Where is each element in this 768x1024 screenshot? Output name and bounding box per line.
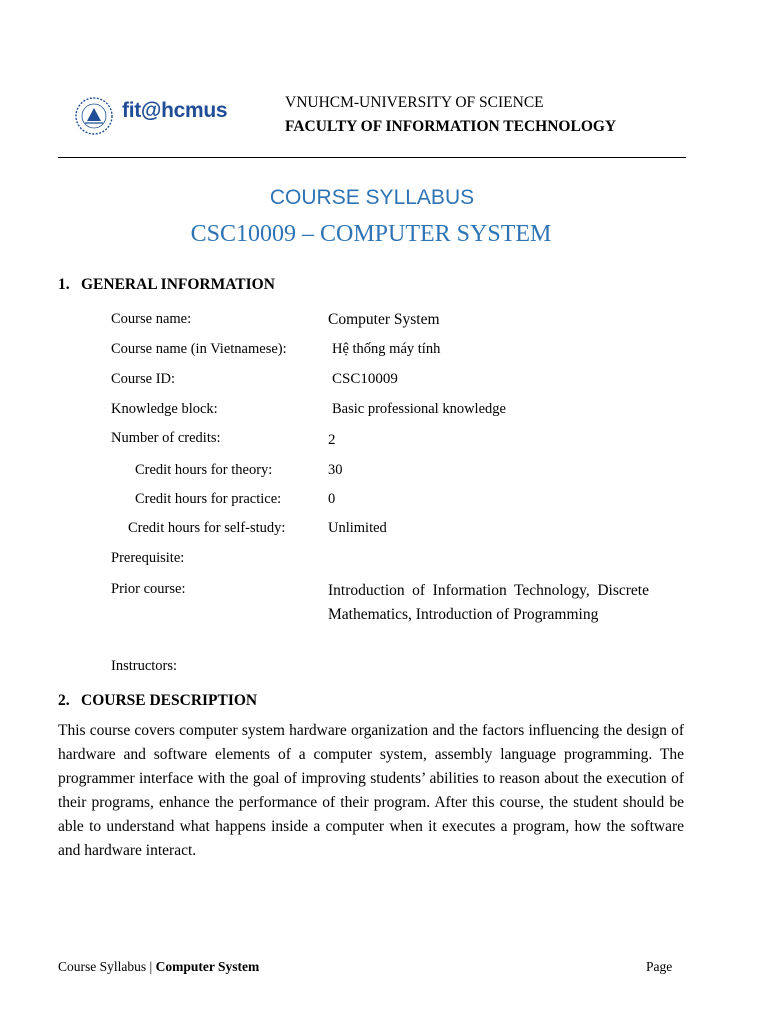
course-name-value: Computer System: [328, 311, 440, 328]
prior-course-label: Prior course:: [111, 581, 186, 597]
knowledge-block-label: Knowledge block:: [111, 401, 218, 417]
course-id-label: Course ID:: [111, 371, 176, 387]
prerequisite-label: Prerequisite:: [111, 550, 185, 566]
course-description-text: This course covers computer system hardware organization and the factors influencing the design of hardware and software elements of a computer system, assembly language programming. The programmer interface with the goal of improving students’ abilities to reason about the execution of their programs, enhance the performance of their program. After this course, the student should be able to understand what happens inside a computer when it executes a program, how the software and hardware interact.: [58, 722, 684, 859]
self-study-hours-label: Credit hours for self-study:: [128, 520, 286, 536]
section-number: 1.: [58, 276, 70, 293]
section-title: COURSE DESCRIPTION: [81, 692, 258, 709]
course-id-value: CSC10009: [332, 371, 398, 387]
document-title: COURSE SYLLABUS: [269, 186, 475, 209]
footer-page-label: Page: [646, 959, 673, 974]
theory-hours-label: Credit hours for theory:: [135, 462, 273, 478]
practice-hours-value: 0: [328, 491, 336, 507]
university-name: VNUHCM-UNIVERSITY OF SCIENCE: [285, 94, 544, 111]
faculty-logo: [74, 96, 244, 136]
faculty-name: FACULTY OF INFORMATION TECHNOLOGY: [285, 118, 617, 135]
header-divider: [58, 157, 686, 158]
footer-course-name: Computer System: [155, 959, 260, 974]
theory-hours-value: 30: [328, 462, 343, 478]
section-number: 2.: [58, 692, 70, 709]
course-name-vi-label: Course name (in Vietnamese):: [111, 341, 287, 357]
prior-course-value: Introduction of Information Technology, Discrete Mathematics, Introduction of Programming: [328, 582, 649, 623]
section-title: GENERAL INFORMATION: [81, 276, 275, 293]
course-title: CSC10009 – COMPUTER SYSTEM: [190, 221, 552, 247]
self-study-hours-value: Unlimited: [328, 520, 387, 536]
course-name-vi-value: Hệ thống máy tính: [332, 341, 441, 357]
credits-value: 2: [328, 432, 336, 448]
footer-prefix: Course Syllabus |: [58, 959, 156, 974]
instructors-label: Instructors:: [111, 658, 178, 674]
logo-wordmark: fit@hcmus: [122, 99, 228, 122]
credits-label: Number of credits:: [111, 430, 221, 446]
footer-course: [58, 959, 259, 975]
practice-hours-label: Credit hours for practice:: [135, 491, 282, 507]
university-seal-icon: [74, 96, 114, 136]
knowledge-block-value: Basic professional knowledge: [332, 401, 506, 417]
course-name-label: Course name:: [111, 311, 192, 327]
